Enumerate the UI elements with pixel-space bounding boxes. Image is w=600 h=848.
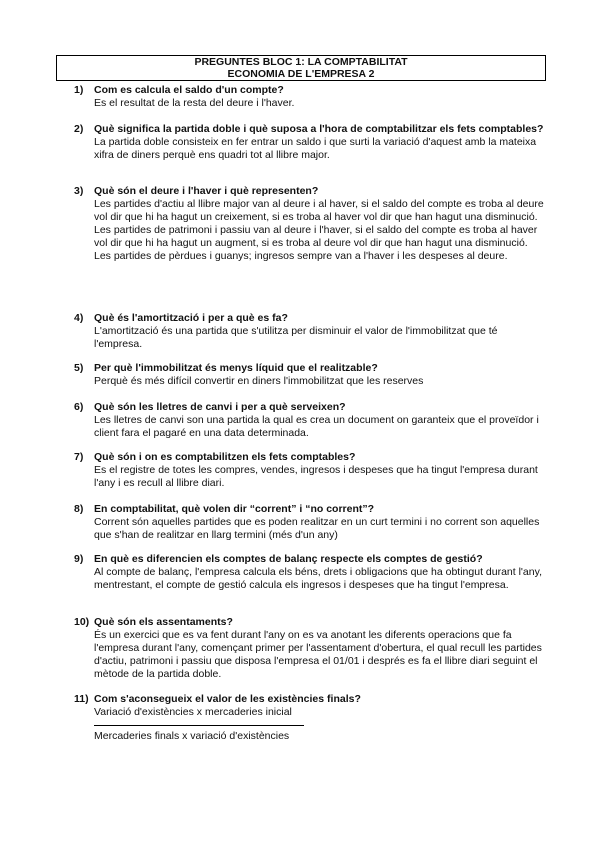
answer-text: És un exercici que es va fent durant l'any on es va anotant les diferents operacions que fa l'empresa durant l'any, començant primer per l'assentament d'obertura, el qual recull les partides d'actiu, patrimoni i passiu que disposa l'empresa el 01/01 i després es fa el llibre diari seguint el mètode de la partida doble. [94, 629, 542, 680]
question-number: 2) [74, 123, 84, 135]
answer-text: Corrent són aquelles partides que es poden realitzar en un curt termini i no corrent son aquelles que s'han de realitzar en llarg termini (més d'un any) [94, 516, 540, 541]
question-text: Què són el deure i l'haver i què representen? [94, 185, 319, 197]
answer-text: Perquè és més difícil convertir en diners l'immobilitzat que les reserves [94, 375, 424, 387]
answer-text: Les partides de pèrdues i guanys; ingresos sempre van a l'haver i les despeses al deure. [94, 250, 508, 262]
question-text: Què són els assentaments? [94, 616, 233, 628]
header-box [56, 55, 546, 81]
question-text: En comptabilitat, què volen dir “corrent” i “no corrent”? [94, 503, 375, 515]
question-text: Com es calcula el saldo d'un compte? [94, 84, 284, 96]
question-number: 5) [74, 362, 84, 374]
fraction-line [94, 725, 304, 726]
question-5 [74, 362, 544, 388]
question-number: 4) [74, 312, 84, 324]
answer-text: La partida doble consisteix en fer entrar un saldo i que surti la variació d'aquest amb la mateixa xifra de diners perquè ens quadri tot al llibre major. [94, 136, 537, 161]
question-text: Què és l'amortització i per a què es fa? [94, 312, 288, 324]
answer-text: Les partides de patrimoni i passiu van al deure i l'haver, si el saldo del compte es troba al haver vol dir que hi ha hagut un augment, si es troba al deure vol dir que han hagut una disminució. [94, 224, 538, 249]
question-number: 7) [74, 451, 84, 463]
question-number: 8) [74, 503, 84, 515]
question-number: 9) [74, 553, 84, 565]
question-3 [74, 185, 544, 263]
question-text: Què significa la partida doble i què suposa a l'hora de comptabilitzar els fets comptables? [94, 123, 544, 135]
question-7 [74, 451, 544, 490]
answer-text: L'amortització és una partida que s'utilitza per disminuir el valor de l'immobilitzat que té l'empresa. [94, 325, 498, 350]
formula-numerator: Variació d'existències x mercaderies inicial [94, 706, 292, 718]
question-number: 6) [74, 401, 84, 413]
page-title: PREGUNTES BLOC 1: LA COMPTABILITAT [194, 56, 408, 68]
question-10 [74, 616, 544, 681]
formula-denominator: Mercaderies finals x variació d'existències [94, 730, 290, 742]
question-text: Per què l'immobilitzat és menys líquid que el realitzable? [94, 362, 378, 374]
question-text: En què es diferencien els comptes de balanç respecte els comptes de gestió? [94, 553, 483, 565]
question-number: 11) [74, 693, 89, 705]
question-9 [74, 553, 544, 592]
question-number: 10) [74, 616, 90, 628]
question-number: 3) [74, 185, 84, 197]
question-1 [74, 84, 544, 110]
question-text: Què són les lletres de canvi i per a què serveixen? [94, 401, 346, 413]
question-text: Què són i on es comptabilitzen els fets comptables? [94, 451, 356, 463]
answer-text: Al compte de balanç, l'empresa calcula els béns, drets i obligacions que ha obtingut durant l'any, mentrestant, el compte de gestió calcula els ingresos i despeses que ha tingut l'empresa. [94, 566, 542, 591]
question-8 [74, 503, 544, 542]
answer-text: Es el registre de totes les compres, vendes, ingresos i despeses que ha tingut l'empresa durant l'any i es recull al llibre diari. [94, 464, 538, 489]
page-subtitle: ECONOMIA DE L'EMPRESA 2 [227, 68, 375, 80]
question-11 [74, 693, 544, 743]
question-6 [74, 401, 544, 440]
question-number: 1) [74, 84, 84, 96]
answer-text: Les lletres de canvi son una partida la qual es crea un document on garanteix que el proveïdor i client fara el pagaré en una data determinada. [94, 414, 539, 439]
answer-text: Es el resultat de la resta del deure i l'haver. [94, 97, 295, 109]
answer-text: Les partides d'actiu al llibre major van al deure i al haver, si el saldo del compte es troba al deure vol dir que hi ha hagut un creixement, si es troba al haver vol dir que han hagut una disminució. [94, 198, 544, 223]
question-text: Com s'aconsegueix el valor de les existències finals? [94, 693, 361, 705]
question-2 [74, 123, 544, 162]
question-4 [74, 312, 544, 351]
